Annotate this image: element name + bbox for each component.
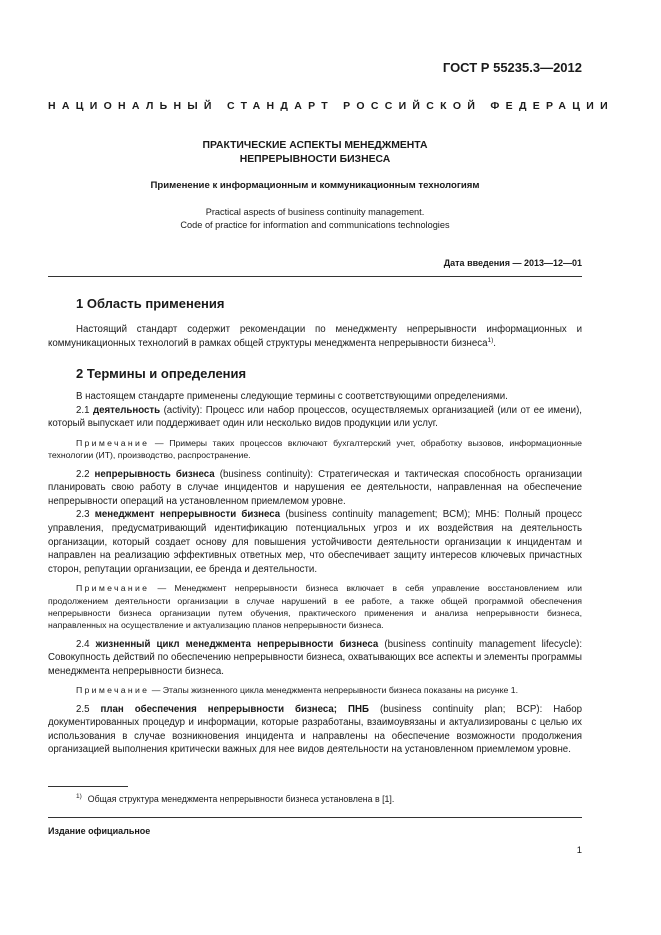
note-label: Примечание (76, 583, 150, 594)
official-edition-label: Издание официальное (48, 826, 151, 836)
footnote-divider (48, 786, 128, 787)
note-label: Примечание (76, 685, 150, 696)
term-2-5: 2.5 план обеспечения непрерывности бизнеса; ПНБ (business continuity plan; BCP): Набор документированных процедур и информации, которые разработаны, взаимоувязаны и актуализированы с целью их использования в случае возникновения инцидента и направлены на обеспечение возможности продолжения организацией выполнения критически важных для нее видов деятельности на установленном приемлемом уровне. (48, 703, 582, 756)
title-line-1: ПРАКТИЧЕСКИЕ АСПЕКТЫ МЕНЕДЖМЕНТА (202, 140, 428, 151)
page-number: 1 (576, 845, 582, 856)
term-name: непрерывность бизнеса (94, 468, 215, 480)
footer-divider (48, 817, 582, 818)
term-name: деятельность (92, 404, 161, 416)
term-name: менеджмент непрерывности бизнеса (94, 509, 281, 521)
term-2-1: 2.1 деятельность (activity): Процесс или набор процессов, осуществляемых организацией (или от ее имени), который выпускает или поддерживает один или несколько видов продукции или услуг. (48, 404, 582, 430)
footnote-text: Общая структура менеджмента непрерывности бизнеса установлена в [1]. (87, 794, 395, 804)
term-name: план обеспечения непрерывности бизнеса; ПНБ (100, 703, 369, 715)
standard-number: ГОСТ Р 55235.3—2012 (442, 60, 582, 75)
title-line-2: НЕПРЕРЫВНОСТИ БИЗНЕСА (239, 154, 391, 165)
term-name: жизненный цикл менеджмента непрерывности бизнеса (95, 638, 379, 650)
note-2: Примечание — Менеджмент непрерывности бизнеса включает в себя управление восстановлением или продолжением деятельности организации в случае нарушений в ее работе, а также общей программой обеспечения непрерывности бизнеса организации путем обучения, практического применения и анализа непрерывности бизнеса, направленных на осуществление и актуализацию планов непрерывности бизнеса. (48, 583, 582, 631)
section-1-heading: 1 Область применения (76, 296, 225, 311)
national-standard-banner: НАЦИОНАЛЬНЫЙ СТАНДАРТ РОССИЙСКОЙ ФЕДЕРАЦИИ (48, 100, 614, 112)
english-title (48, 206, 582, 232)
term-2-3: 2.3 менеджмент непрерывности бизнеса (business continuity management; BCM); МНБ: Полный процесс управления, предусматривающий идентификацию потенциальных угроз и их воздействия на деятельность организации, который создает основу для повышения устойчивости деятельности организации к инцидентам и направлен на реализацию эффективных ответных мер, что обеспечивает защиту интересов ключевых причастных сторон, репутации организации, ее бренда и деятельности. (48, 509, 582, 575)
section-2-heading: 2 Термины и определения (76, 366, 247, 382)
section-2-intro: В настоящем стандарте применены следующие термины с соответствующими определениями. (76, 391, 508, 403)
document-title (48, 139, 582, 167)
term-2-2: 2.2 непрерывность бизнеса (business continuity): Стратегическая и тактическая способность организации планировать свою работу в случае инцидентов и нарушения ее деятельности, направленная на обеспечение непрерывности операций на установленном приемлемом уровне. (48, 468, 582, 507)
document-body (48, 295, 582, 757)
note-label: Примечание (76, 437, 150, 448)
footnote-mark: 1) (76, 793, 82, 800)
english-title-line-2: Code of practice for information and communications technologies (180, 220, 450, 230)
header-divider (48, 276, 582, 277)
note-3: Примечание — Этапы жизненного цикла менеджмента непрерывности бизнеса показаны на рисунке 1. (76, 685, 519, 696)
footnote-reference: 1) (487, 336, 494, 344)
section-1-text: Настоящий стандарт содержит рекомендации по менеджменту непрерывности информационных и коммуникационных технологий в рамках общей структуры менеджмента непрерывности бизнеса$^{1)}$. (48, 324, 582, 349)
english-title-line-1: Practical aspects of business continuity management. (205, 207, 425, 217)
note-1: Примечание — Примеры таких процессов включают бухгалтерский учет, обработку вызовов, информационные технологии (ИТ), производство, распространение. (48, 437, 582, 461)
footnote (76, 793, 394, 804)
introduction-date: Дата введения — 2013—12—01 (443, 258, 582, 268)
term-2-4: 2.4 жизненный цикл менеджмента непрерывности бизнеса (business continuity management lifecycle): Совокупность действий по обеспечению непрерывности бизнеса, охватывающих все аспекты и элементы программы менеджмента непрерывности бизнеса. (48, 638, 583, 677)
document-subtitle: Применение к информационным и коммуникационным технологиям (150, 180, 480, 191)
